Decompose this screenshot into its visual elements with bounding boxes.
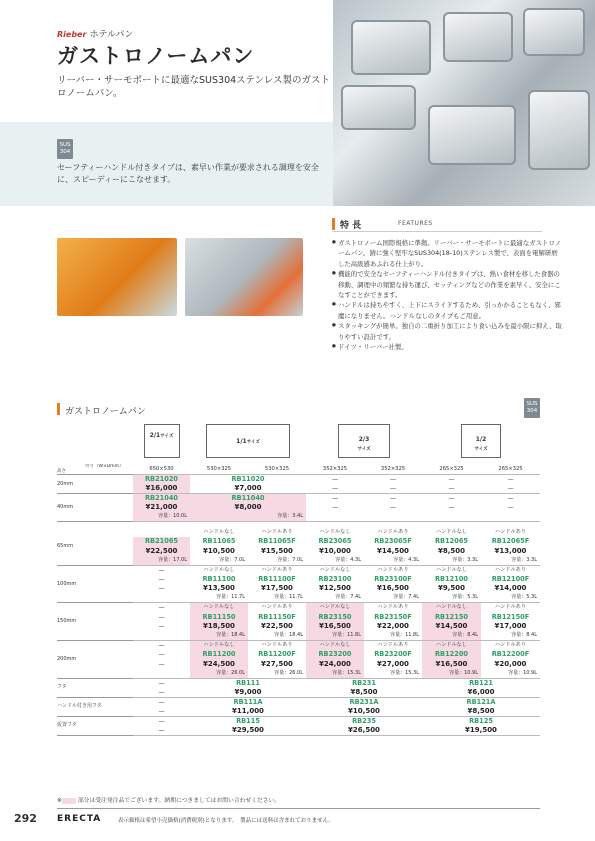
row-65mm-handle: 65mm ハンドルなし ハンドルあり ハンドルなし ハンドルあり ハンドルなし ハンドルあり <box>57 528 540 537</box>
features-title-en: FEATURES <box>398 220 433 227</box>
features-bar <box>332 218 335 230</box>
feature-item: ● ドイツ・リーバー社製。 <box>332 342 564 352</box>
sus-badge: SUS 304 <box>524 398 540 418</box>
price-table-2: 65mm ハンドルなし ハンドルあり ハンドルなし ハンドルあり ハンドルなし ハンドルあり RB21065 RB11065 RB11065F RB23065 RB23065F RB12065 RB12065F ¥22,500 ¥10,500 ¥15,500 ¥10,000 ¥14,500 ¥8,500 ¥13,000 容量：17.0L 容量：7.0L 容量：7.0L 容量：4.3L 容量：4.3L 容量：3.3L 容量：3.3L 100mm — ハンドルなし ハンドルあり ハンドルなし ハンドルあり ハンドルなし ハンドルあり — RB11100 RB11100F RB23100 RB23100F RB12100 RB12100F — ¥13,500 ¥17,500 ¥12,500 ¥16,500 ¥9,500 ¥14,000 容量：11.7L 容量：11.7L 容量：7.4L 容量：7.4L 容量：5.3L 容量：5.3L 150mm — ハンドルなし ハンドルあり ハンドルなし ハンドルあり ハンドルなし ハンドルあり — RB11150 RB11150F RB23150 RB23150F RB12150 RB12150F — ¥18,500 ¥22,500 ¥16,500 ¥22,000 ¥14,500 ¥17,000 容量：18.4L 容量：18.4L 容量：11.8L 容量：11.8L 容量：8.4L 容量：8.4L 200mm — ハンドルなし ハンドルあり ハンドルなし ハンドルあり ハンドルなし ハンドルあり — RB11200 RB11200F RB23200 RB23200F RB12200 RB12200F — ¥24,500 ¥27,500 ¥24,000 ¥27,000 ¥16,500 ¥20,000 容量：26.0L 容量：26.0L 容量：15.3L 容量：15.3L 容量：10.9L 容量：10.9L フタ — RB111 RB231 RB121 — ¥9,000 ¥8,500 ¥6,000 ハンドル付き用フタ — RB111A RB231A RB121A — ¥11,000 ¥10,500 ¥8,500 仮置フタ — RB115 RB235 RB125 — ¥29,500 ¥26,500 ¥19,500 <box>57 528 540 736</box>
pan-image <box>428 105 516 165</box>
row-40mm: 40mm RB21040 RB11040 — — — — <box>57 494 540 504</box>
row-150mm-handle: 150mm — ハンドルなし ハンドルあり ハンドルなし ハンドルあり ハンドルなし ハンドルあり <box>57 603 540 613</box>
footnote: ※ 部分は受注発注品でございます。納期につきましてはお問い合わせください。 <box>57 798 281 804</box>
size-2-1-thumb: 2/1サイズ <box>144 424 180 458</box>
divider <box>57 808 540 809</box>
brand-label: Rieber ホテルパン <box>57 30 134 40</box>
row-lid-temp: 仮置フタ — RB115 RB235 RB125 <box>57 716 540 726</box>
lead-text: リーバー・サーモボートに最適なSUS304ステンレス製のガストロノームパン。 <box>57 75 330 99</box>
feature-item: ● スタッキングが簡単。独自の二重折り加工により食い込みを最小限に抑え、取りやすい設計です。 <box>332 321 564 342</box>
dims-row: 外寸（W×Dmm） 高さ 650×530 530×325 530×325 352×325 352×325 265×325 265×325 <box>57 464 540 475</box>
size-1-1-thumb: 1/1サイズ <box>206 424 290 458</box>
pan-image <box>523 8 585 56</box>
section-bar <box>57 403 60 415</box>
pink-swatch <box>62 798 76 804</box>
photo-buffet <box>57 238 177 316</box>
erecta-logo: ERECTA <box>57 814 102 824</box>
sus-badge: SUS 304 <box>57 139 73 159</box>
pan-image <box>443 12 513 62</box>
size-2-3-thumb: 2/3 サイズ <box>338 424 390 458</box>
product-photo <box>333 0 595 206</box>
pan-image <box>351 20 431 75</box>
price-table: 2/1サイズ 1/1サイズ 2/3 サイズ 1/2 サイズ 外寸（W×Dmm） 高さ 650×530 530×325 530×325 352×325 352×325 265×325 265×325 20mm RB21020 RB11020 — — — — ¥16,000 ¥7,000 — — — — 40mm RB21040 RB11040 — — — — ¥21,000 ¥8,000 — — — — 容量：10.0L 容量：3.4L <box>57 418 540 522</box>
size-1-2-thumb: 1/2 サイズ <box>461 424 501 458</box>
features-header <box>332 216 542 232</box>
row-lid: フタ — RB111 RB231 RB121 <box>57 678 540 688</box>
pan-image <box>341 85 416 130</box>
row-100mm-handle: 100mm — ハンドルなし ハンドルあり ハンドルなし ハンドルあり ハンドルなし ハンドルあり <box>57 565 540 575</box>
feature-item: ● ガストロノーム国際規格に準拠。リーバー・サーモボートに最適なガストロノームパン。錆に強く堅牢なSUS304(18-10)ステンレス製で、表面を電解研磨した高級感あふれる仕上がり。 <box>332 238 564 269</box>
row-lid-handle: ハンドル付き用フタ — RB111A RB231A RB121A <box>57 697 540 707</box>
features-title: 特 長 <box>340 221 362 231</box>
section-title: ガストロノームパン <box>65 407 146 417</box>
feature-item: ● 機能的で安全なセーフティーハンドル付きタイプは、熱い食材を移した食器の移動、調理中の頻繁な持ち運び、セッティングなどの作業を素早く、安全にこなすことができます。 <box>332 269 564 300</box>
size-row <box>57 418 540 464</box>
section-header <box>57 402 540 416</box>
footer-text: 表示価格は希望小売価格(消費税別)となります。 製品には送料は含まれておりません。 <box>118 818 334 824</box>
safety-text: セーフティーハンドル付きタイプは、素早い作業が要求される調理を安全に、スピーディーにこなせます。 <box>57 163 319 184</box>
page-title: ガストロノームパン <box>57 44 255 68</box>
pan-image <box>528 90 590 170</box>
photo-pans <box>185 238 303 316</box>
feature-item: ● ハンドルは持ちやすく、上下にスライドするため、引っかかることもなく、邪魔になりません。ハンドルなしのタイプもご用意。 <box>332 300 564 321</box>
page-number: 292 <box>14 812 37 825</box>
row-200mm-handle: 200mm — ハンドルなし ハンドルあり ハンドルなし ハンドルあり ハンドルなし ハンドルあり <box>57 641 540 651</box>
features-list <box>332 238 564 352</box>
row-20mm: 20mm RB21020 RB11020 — — — — <box>57 475 540 485</box>
